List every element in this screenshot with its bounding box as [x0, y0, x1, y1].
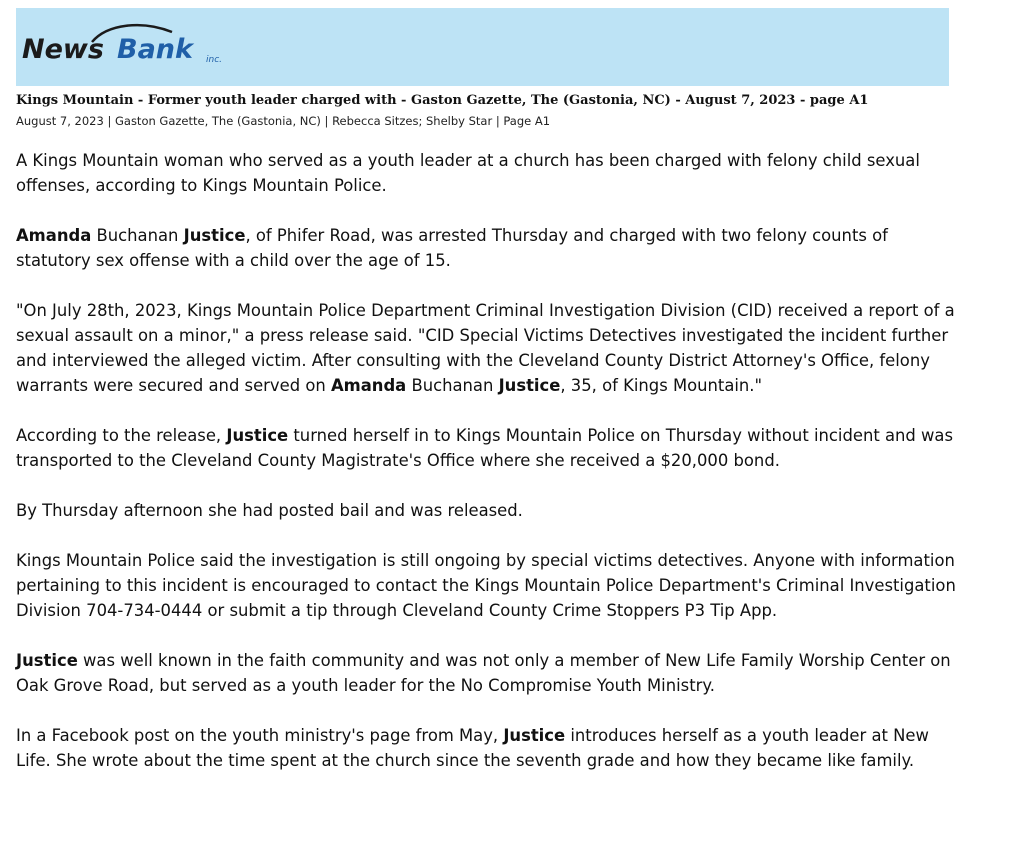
newsbank-logo-icon [22, 22, 242, 72]
article-paragraph: Kings Mountain Police said the investigation is still ongoing by special victims detectives. Anyone with information pertaining to this incident is encouraged to contact the Kings Mountain Police Department's Criminal Investigation Division 704-734-0444 or submit a tip through Cleveland County Crime Stoppers P3 Tip App. [16, 551, 956, 620]
article-paragraph [16, 298, 956, 398]
newsbank-logo[interactable] [22, 22, 242, 72]
highlighted-keyword: Amanda [16, 226, 92, 245]
highlighted-keyword: Justice [226, 426, 289, 445]
paragraph-text: turned herself in to Kings Mountain Police on Thursday without incident and was transported to the Cleveland County Magistrate's Office where she received a $20,000 bond. [16, 426, 954, 470]
paragraph-text: Buchanan [91, 226, 184, 245]
document-headline: Kings Mountain - Former youth leader charged with - Gaston Gazette, The (Gastonia, NC) - August 7, 2023 - page A1 [16, 93, 869, 108]
article-paragraph: By Thursday afternoon she had posted bail and was released. [16, 501, 523, 520]
meta-date: August 7, 2023 [16, 114, 104, 128]
newsbank-banner [16, 8, 949, 86]
logo-inc-text: inc. [206, 55, 223, 65]
paragraph-text: In a Facebook post on the youth ministry's page from May, [16, 726, 504, 745]
logo-bank-text: Bank [117, 34, 193, 65]
paragraph-text: , of Phifer Road, was arrested Thursday and charged with two felony counts of statutory sex offense with a child over the age of 15. [16, 226, 888, 270]
logo-news-text: News [22, 34, 104, 65]
paragraph-text: introduces herself as a youth leader at New Life. She wrote about the time spent at the church since the seventh grade and how they became like family. [16, 726, 929, 770]
article-paragraph [16, 723, 956, 773]
highlighted-keyword: Amanda [330, 376, 407, 395]
highlighted-keyword: Justice [183, 226, 246, 245]
highlighted-keyword: Justice [498, 376, 561, 395]
paragraph-text: Buchanan [406, 376, 499, 395]
meta-separator: | [103, 114, 115, 128]
highlighted-keyword: Justice [16, 651, 78, 670]
document-meta [16, 114, 976, 129]
article-paragraph [16, 648, 956, 698]
article-paragraph [16, 423, 956, 473]
article-paragraph [16, 223, 956, 273]
article-paragraph: A Kings Mountain woman who served as a youth leader at a church has been charged with felony child sexual offenses, according to Kings Mountain Police. [16, 151, 920, 195]
article-body [16, 148, 956, 798]
paragraph-text: , 35, of Kings Mountain." [560, 376, 763, 395]
paragraph-text: According to the release, [16, 426, 227, 445]
paragraph-text: "On July 28th, 2023, Kings Mountain Police Department Criminal Investigation Division (CID) received a report of a sexual assault on a minor," a press release said. "CID Special Victims Detectives investigated the incident further and interviewed the alleged victim. After consulting with the Cleveland County District Attorney's Office, felony warrants were secured and served on [16, 301, 955, 395]
meta-separator: | [320, 114, 333, 128]
meta-source: Gaston Gazette, The (Gastonia, NC) [114, 114, 321, 128]
meta-authors: Rebecca Sitzes; Shelby Star [332, 114, 493, 128]
meta-page: Page A1 [503, 114, 551, 128]
meta-separator: | [492, 114, 504, 128]
highlighted-keyword: Justice [503, 726, 566, 745]
paragraph-text: was well known in the faith community and was not only a member of New Life Family Worship Center on Oak Grove Road, but served as a youth leader for the No Compromise Youth Ministry. [16, 651, 951, 695]
